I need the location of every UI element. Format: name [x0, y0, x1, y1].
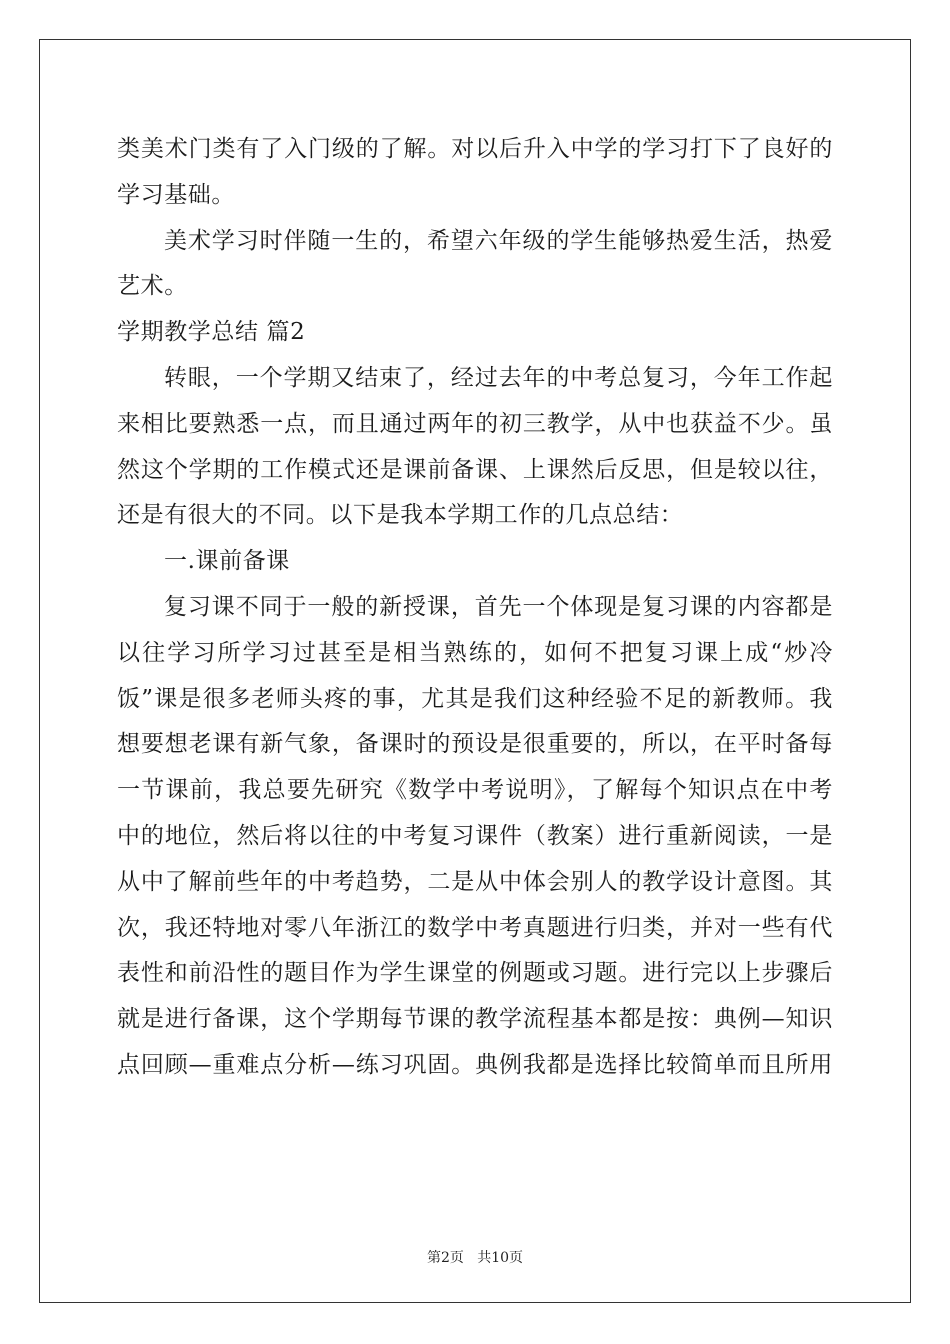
text-line: 复习课不同于一般的新授课，首先一个体现是复习课的内容都是 [164, 593, 833, 620]
section-heading: 学期教学总结 篇2 [117, 319, 306, 346]
text-line: 还是有很大的不同。以下是我本学期工作的几点总结： [117, 502, 684, 529]
text-line: 从中了解前些年的中考趋势，二是从中体会别人的教学设计意图。其 [117, 868, 833, 895]
text-line: 想要想老课有新气象，备课时的预设是很重要的，所以，在平时备每 [117, 731, 833, 758]
document-body [117, 127, 833, 1089]
text-line: 转眼，一个学期又结束了，经过去年的中考总复习，今年工作起 [164, 364, 833, 391]
text-line: 来相比要熟悉一点，而且通过两年的初三教学，从中也获益不少。虽 [117, 410, 833, 437]
text-line: 一.课前备课 [164, 548, 290, 575]
text-line: 艺术。 [117, 273, 188, 300]
text-line: 类美术门类有了入门级的了解。对以后升入中学的学习打下了良好的 [117, 136, 833, 162]
text-line: 点回顾—重难点分析—练习巩固。典例我都是选择比较简单而且所用 [117, 1051, 833, 1078]
text-line: 次，我还特地对零八年浙江的数学中考真题进行归类，并对一些有代 [117, 914, 833, 941]
text-line: 学习基础。 [117, 181, 235, 208]
text-line: 表性和前沿性的题目作为学生课堂的例题或习题。进行完以上步骤后 [117, 960, 833, 987]
text-line: 饭”课是很多老师头疼的事，尤其是我们这种经验不足的新教师。我 [117, 685, 833, 712]
text-line: 中的地位，然后将以往的中考复习课件（教案）进行重新阅读，一是 [117, 822, 833, 849]
text-line: 一节课前，我总要先研究《数学中考说明》，了解每个知识点在中考 [117, 777, 833, 804]
page-footer: 第2页 共10页 [426, 1250, 524, 1266]
text-line: 以往学习所学习过甚至是相当熟练的，如何不把复习课上成“炒冷 [117, 639, 833, 666]
text-line: 然这个学期的工作模式还是课前备课、上课然后反思，但是较以往， [117, 456, 833, 483]
text-line: 美术学习时伴随一生的，希望六年级的学生能够热爱生活，热爱 [164, 227, 833, 254]
text-line: 就是进行备课，这个学期每节课的教学流程基本都是按：典例—知识 [117, 1006, 833, 1033]
